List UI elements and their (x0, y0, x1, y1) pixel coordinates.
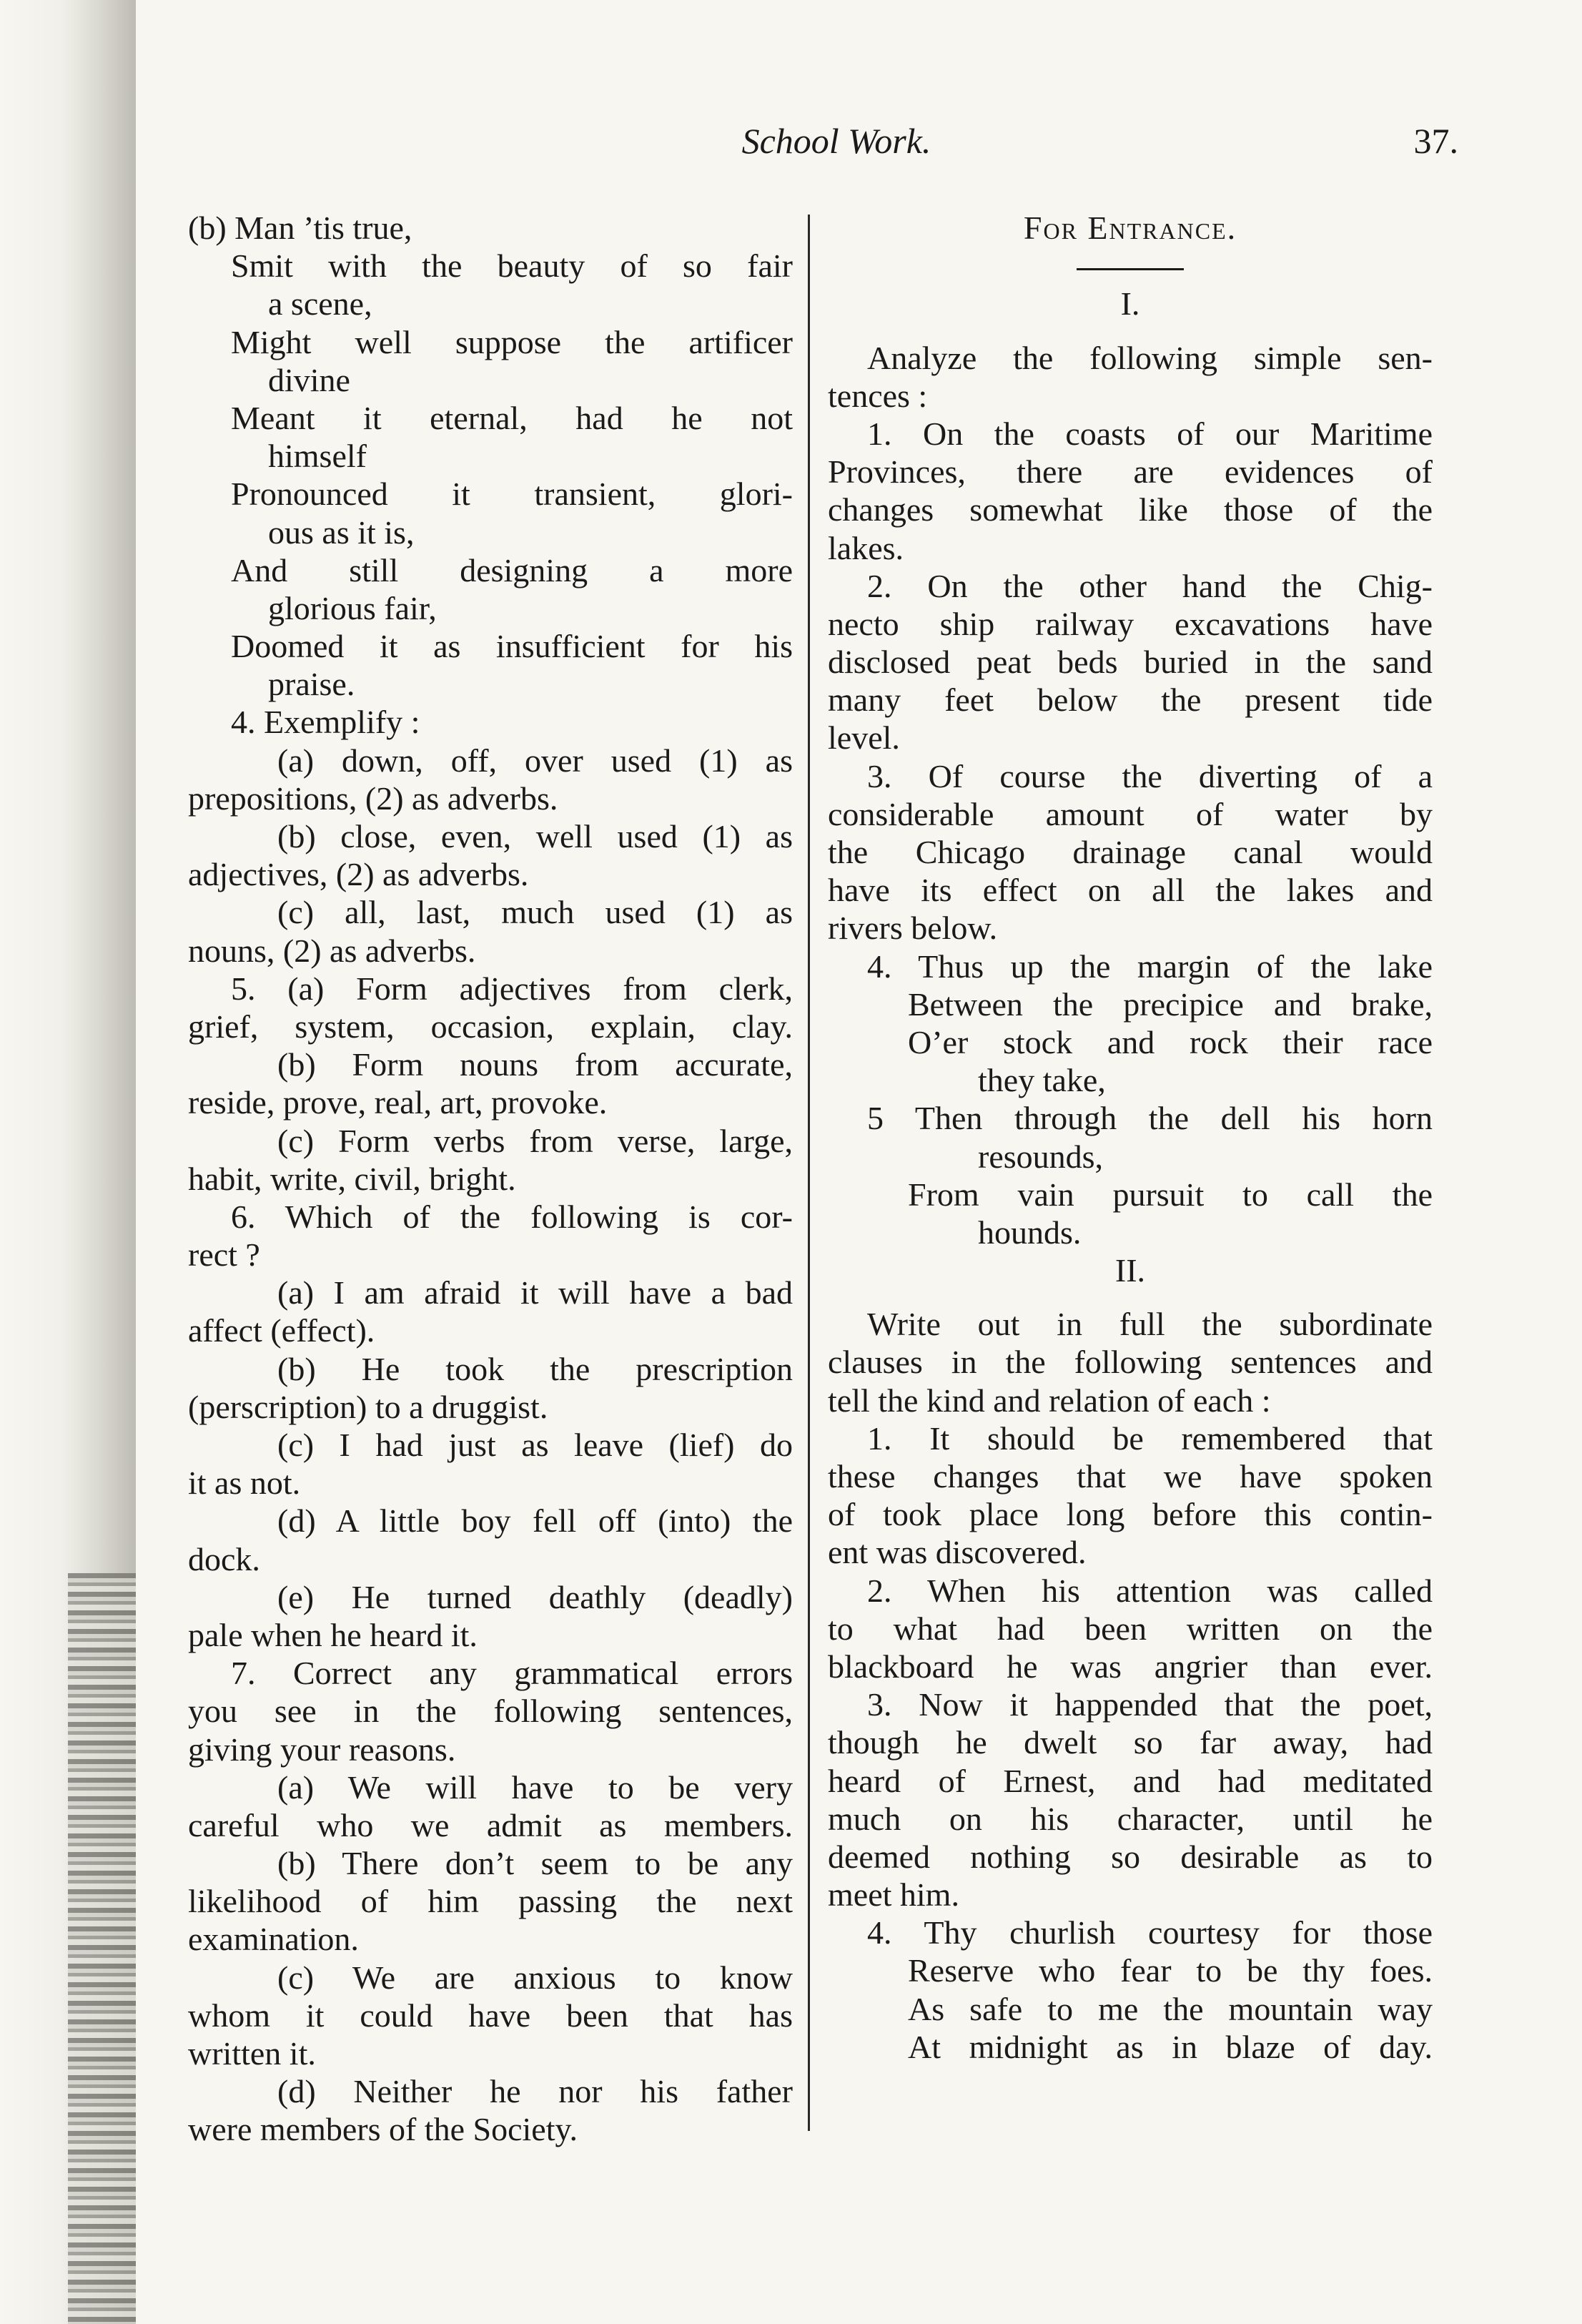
left-column-line: a scene, (268, 285, 372, 322)
left-column-line: 4. Exemplify : (231, 704, 420, 741)
right-column-line: considerable amount of water by (828, 795, 1433, 832)
left-column-line: himself (268, 438, 367, 475)
left-column-line: (c) all, last, much used (1) as (277, 894, 793, 931)
left-column-line: ous as it is, (268, 513, 415, 551)
left-column-line: you see in the following sentences, (188, 1693, 793, 1730)
left-column-line: divine (268, 361, 350, 398)
left-column-line: And still designing a more (231, 551, 793, 589)
right-column-line: hounds. (978, 1213, 1082, 1251)
right-column-line: 3. Now it happended that the poet, (867, 1686, 1433, 1723)
right-column-line: 5 Then through the dell his horn (867, 1100, 1433, 1137)
left-column-line: Meant it eternal, had he not (231, 399, 793, 436)
left-text-column (188, 209, 793, 2149)
right-column-line: Write out in full the subordinate (867, 1306, 1433, 1343)
right-text-column (828, 209, 1433, 2066)
left-column-line: 6. Which of the following is cor- (231, 1198, 793, 1235)
left-column-line: affect (effect). (188, 1312, 375, 1349)
right-column-line: Reserve who fear to be thy foes. (908, 1952, 1433, 1989)
right-column-line: Provinces, there are evidences of (828, 453, 1433, 491)
right-column-line: From vain pursuit to call the (908, 1176, 1433, 1213)
left-column-line: (c) Form verbs from verse, large, (277, 1122, 793, 1159)
right-column-line: 4. Thus up the margin of the lake (867, 947, 1433, 985)
left-column-line: (d) A little boy fell off (into) the (277, 1502, 793, 1540)
right-column-line: tell the kind and relation of each : (828, 1382, 1271, 1419)
left-column-line: (e) He turned deathly (deadly) (277, 1578, 793, 1615)
left-column-line: examination. (188, 1921, 359, 1958)
running-header-title: School Work. (741, 121, 931, 161)
right-column-line: As safe to me the mountain way (908, 1990, 1433, 2027)
right-column-line: these changes that we have spoken (828, 1458, 1433, 1495)
right-column-line: 2. When his attention was called (867, 1572, 1433, 1609)
left-column-line: Doomed it as insufficient for his (231, 628, 793, 665)
left-column-line: (a) We will have to be very (277, 1768, 793, 1806)
right-column-line: At midnight as in blaze of day. (908, 2028, 1433, 2065)
right-column-line: 2. On the other hand the Chig- (867, 567, 1433, 604)
right-column-line: disclosed peat beds buried in the sand (828, 644, 1433, 681)
left-column-line: (b) Man ’tis true, (188, 210, 412, 246)
left-column-line: (b) Form nouns from accurate, (277, 1046, 793, 1083)
left-column-line: reside, prove, real, art, provoke. (188, 1084, 608, 1121)
left-column-line: (a) down, off, over used (1) as (277, 742, 793, 779)
left-column-line: it as not. (188, 1464, 301, 1502)
left-column-line: whom it could have been that has (188, 1996, 793, 2034)
right-column-line: II. (1114, 1252, 1146, 1289)
left-column-line: were members of the Society. (188, 2111, 578, 2148)
left-column-line: Smit with the beauty of so fair (231, 247, 793, 285)
right-column-line: of took place long before this contin- (828, 1496, 1433, 1533)
right-column-line: blackboard he was angrier than ever. (828, 1648, 1433, 1685)
left-column-line: glorious fair, (268, 589, 437, 626)
page-number: 37. (1413, 121, 1458, 161)
left-column-line: written it. (188, 2035, 316, 2072)
left-column-line: grief, system, occasion, explain, clay. (188, 1008, 793, 1045)
left-column-line: Pronounced it transient, glori- (231, 476, 793, 513)
left-column-line: 7. Correct any grammatical errors (231, 1655, 793, 1692)
left-column-line: prepositions, (2) as adverbs. (188, 779, 558, 817)
right-column-line: deemed nothing so desirable as to (828, 1838, 1433, 1875)
left-column-line: (b) close, even, well used (1) as (277, 818, 793, 855)
left-column-line: dock. (188, 1540, 260, 1577)
left-column-line: (b) There don’t seem to be any (277, 1845, 793, 1882)
paragraph-gap (828, 1289, 1433, 1305)
right-column-line: I. (1120, 285, 1140, 322)
right-column-line: O’er stock and rock their race (908, 1023, 1433, 1060)
left-column-line: adjectives, (2) as adverbs. (188, 856, 529, 893)
right-column-line: to what had been written on the (828, 1610, 1433, 1647)
binding-shadow (68, 1573, 136, 2324)
left-column-line: (a) I am afraid it will have a bad (277, 1274, 793, 1311)
right-column-line: though he dwelt so far away, had (828, 1724, 1433, 1761)
column-divider (808, 215, 810, 2131)
right-column-line: lakes. (828, 529, 904, 566)
right-column-line: the Chicago drainage canal would (828, 834, 1433, 870)
left-column-line: habit, write, civil, bright. (188, 1160, 516, 1197)
right-column-line: rivers below. (828, 910, 998, 947)
right-column-line: ent was discovered. (828, 1534, 1087, 1571)
right-column-line: have its effect on all the lakes and (828, 872, 1433, 909)
right-column-line: level. (828, 719, 900, 757)
left-column-line: Might well suppose the artificer (231, 323, 793, 360)
right-column-line (828, 247, 1433, 285)
section-rule (1077, 268, 1184, 270)
left-column-line: 5. (a) Form adjectives from clerk, (231, 970, 793, 1007)
left-column-line: (c) We are anxious to know (277, 1959, 793, 1996)
left-column-line: nouns, (2) as adverbs. (188, 932, 476, 969)
right-column-line: they take, (978, 1062, 1106, 1099)
right-column-line: 1. It should be remembered that (867, 1419, 1433, 1457)
right-column-line: clauses in the following sentences and (828, 1344, 1433, 1381)
right-column-line: For Entrance. (1023, 210, 1237, 246)
left-column-line: pale when he heard it. (188, 1616, 478, 1653)
right-column-line: necto ship railway excavations have (828, 605, 1433, 642)
right-column-line: 1. On the coasts of our Maritime (867, 415, 1433, 452)
right-column-line: meet him. (828, 1876, 959, 1914)
left-column-line: likelihood of him passing the next (188, 1883, 793, 1920)
right-column-line: Between the precipice and brake, (908, 985, 1433, 1023)
left-column-line: (perscription) to a druggist. (188, 1388, 548, 1425)
right-column-line: 4. Thy churlish courtesy for those (867, 1914, 1433, 1951)
left-column-line: rect ? (188, 1236, 260, 1274)
left-column-line: (b) He took the prescription (277, 1350, 793, 1387)
left-column-line: praise. (268, 666, 355, 703)
right-column-line: 3. Of course the diverting of a (867, 757, 1433, 794)
right-column-line: heard of Ernest, and had meditated (828, 1762, 1433, 1799)
right-column-line: many feet below the present tide (828, 681, 1433, 719)
left-column-line: careful who we admit as members. (188, 1806, 793, 1843)
right-column-line: much on his character, until he (828, 1800, 1433, 1837)
left-column-line: (d) Neither he nor his father (277, 2073, 793, 2110)
right-column-line: changes somewhat like those of the (828, 491, 1433, 528)
paragraph-gap (828, 323, 1433, 339)
right-column-line: tences : (828, 377, 928, 414)
left-column-line: (c) I had just as leave (lief) do (277, 1427, 793, 1463)
left-column-line: giving your reasons. (188, 1730, 456, 1768)
right-column-line: resounds, (978, 1138, 1104, 1175)
right-column-line: Analyze the following simple sen- (867, 339, 1433, 376)
